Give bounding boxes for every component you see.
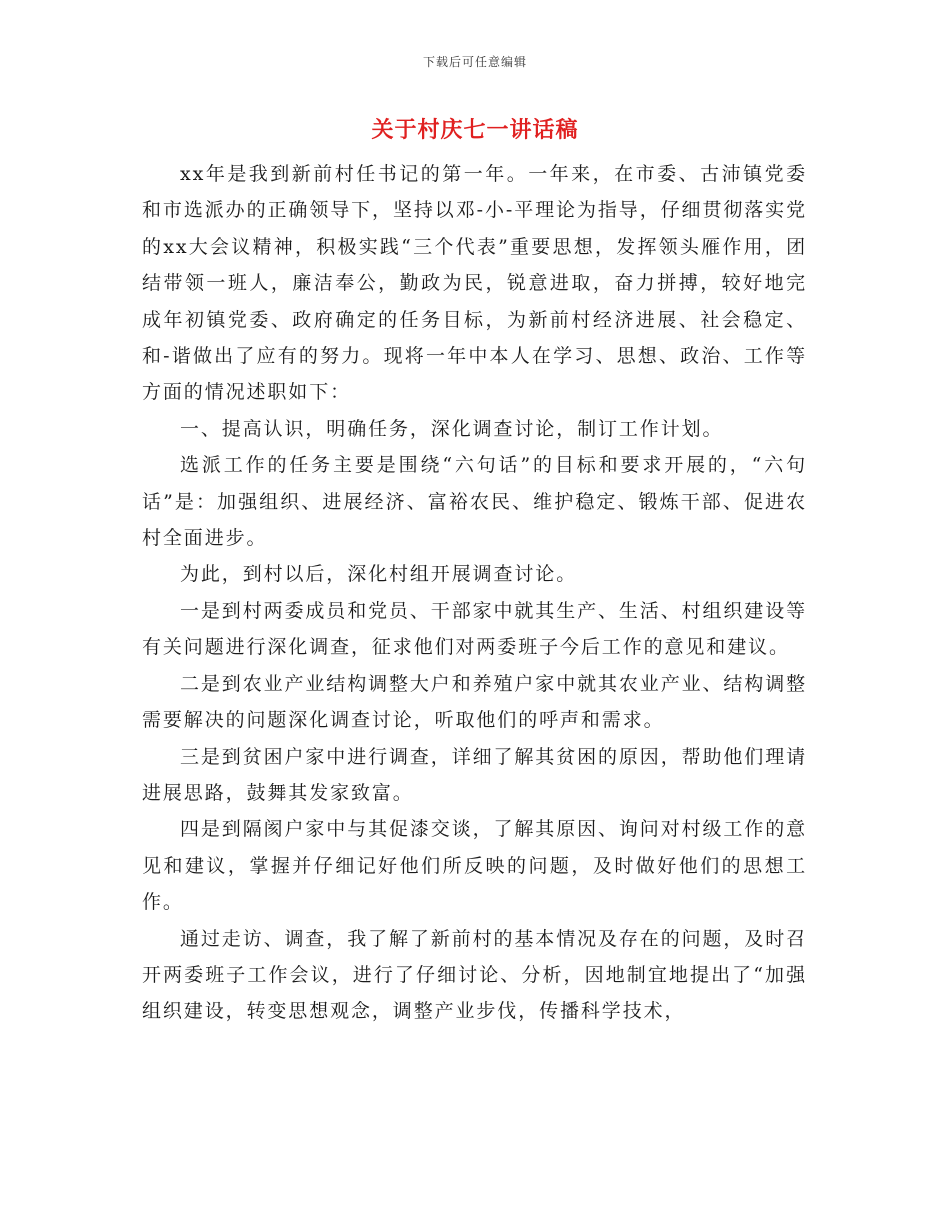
header-note: 下载后可任意编辑 [422,55,527,69]
paragraph-conclusion: 通过走访、调查，我了解了新前村的基本情况及存在的问题，及时召开两委班子工作会议，进行了仔细讨论、分析，因地制宜地提出了“加强组织建设，转变思想观念，调整产业步伐，传播科学技术， [142,927,808,1023]
paragraph-six-sentences: 选派工作的任务主要是围绕“六句话”的目标和要求开展的，“六句话”是：加强组织、进展经济、富裕农民、维护稳定、锻炼干部、促进农村全面进步。 [142,454,807,550]
paragraph-item-4: 四是到隔阂户家中与其促漆交谈，了解其原因、询问对村级工作的意见和建议，掌握并仔细记好他们所反映的问题，及时做好他们的思想工作。 [142,818,808,914]
paragraph-section-heading: 一、提高认识，明确任务，深化调查讨论，制订工作计划。 [180,417,724,440]
paragraph-intro: xx年是我到新前村任书记的第一年。一年来，在市委、古沛镇党委和市选派办的正确领导下，坚持以邓-小-平理论为指导，仔细贯彻落实党的xx大会议精神，积极实践“三个代表”重要思想，发挥领头雁作用，团结带领一班人，廉洁奉公，勤政为民，锐意进取，奋力拼搏，较好地完成年初镇党委、政府确定的任务目标，为新前村经济进展、社会稳定、和-谐做出了应有的努力。现将一年中本人在学习、思想、政治、工作等方面的情况述职如下： [142,163,807,404]
paragraph-item-2: 二是到农业产业结构调整大户和养殖户家中就其农业产业、结构调整需要解决的问题深化调查讨论，听取他们的呼声和需求。 [142,672,808,732]
document-title: 关于村庆七一讲话稿 [371,118,579,143]
paragraph-research: 为此，到村以后，深化村组开展调查讨论。 [180,563,578,586]
document-body [142,156,807,1030]
paragraph-item-3: 三是到贫困户家中进行调查，详细了解其贫困的原因，帮助他们理请进展思路，鼓舞其发家致富。 [142,745,808,804]
paragraph-item-1: 一是到村两委成员和党员、干部家中就其生产、生活、村组织建设等有关问题进行深化调查，征求他们对两委班子今后工作的意见和建议。 [142,599,808,659]
